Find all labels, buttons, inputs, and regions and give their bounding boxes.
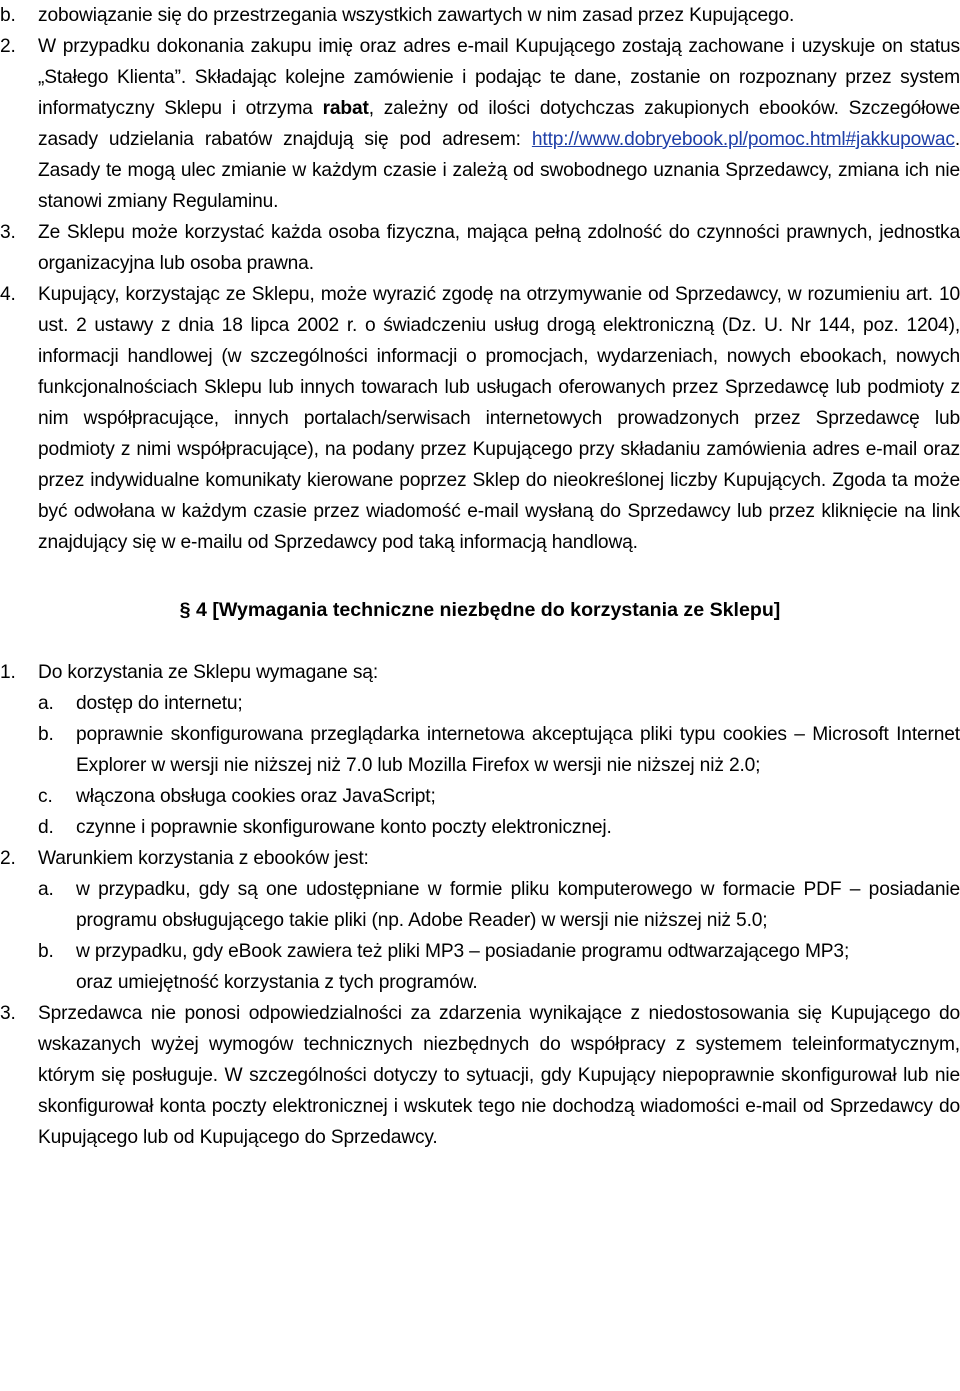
list-marker: b. (38, 724, 54, 745)
list-item-text: dostęp do internetu; (76, 693, 243, 714)
list-item-2 (0, 31, 960, 217)
section-heading: § 4 [Wymagania techniczne niezbędne do korzystania ze Sklepu] (179, 599, 781, 621)
emphasis-rabat: rabat (322, 98, 369, 119)
list-item-text: Kupujący, korzystając ze Sklepu, może wyrazić zgodę na otrzymywanie od Sprzedawcy, w rozumieniu art. 10 ust. 2 ustawy z dnia 18 lipca 2002 r. o świadczeniu usług drogą elektroniczną (Dz. U. Nr 144, poz. 1204), informacji handlowej (w szczególności informacji o promocjach, wydarzeniach, nowych ebookach, nowych funkcjonalnościach Sklepu lub innych towarach lub usługach oferowanych przez Sprzedawcę lub podmioty z nim współpracujące, innych portalach/serwisach internetowych prowadzonych przez Sprzedawcę lub podmioty z nimi współpracujące), na podany przez Kupującego przy składaniu zamówienia adres e-mail oraz przez indywidualne komunikaty kierowane poprzez Sklep do nieokreślonej liczby Kupujących. Zgoda ta może być odwołana w każdym czasie przez wiadomość e-mail wysłaną do Sprzedawcy lub przez kliknięcie na link znajdujący się w e-mailu od Sprzedawcy pod taką informacją handlową. (38, 284, 960, 553)
list-marker: d. (38, 817, 54, 838)
list-marker: 3. (0, 222, 16, 243)
list-item-text: w przypadku, gdy są one udostępniane w formie pliku komputerowego w formacie PDF – posiadanie programu obsługującego takie pliki (np. Adobe Reader) w wersji nie niższej niż 5.0; (76, 879, 960, 931)
list-item-text: Ze Sklepu może korzystać każda osoba fizyczna, mająca pełną zdolność do czynności prawnych, jednostka organizacyjna lub osoba prawna. (38, 222, 960, 274)
s4-list-item-2 (0, 843, 960, 874)
s4-list-item-3 (0, 998, 960, 1153)
list-marker: 2. (0, 848, 16, 869)
list-item-3 (0, 217, 960, 279)
s4-sub-item-1d (0, 812, 960, 843)
list-marker: b. (38, 941, 54, 962)
list-marker: 3. (0, 1003, 16, 1024)
list-item-text: czynne i poprawnie skonfigurowane konto poczty elektronicznej. (76, 817, 612, 838)
list-marker: 4. (0, 284, 16, 305)
s4-sub-item-1c (0, 781, 960, 812)
s4-sub-item-2b (0, 936, 960, 967)
list-item-text: Do korzystania ze Sklepu wymagane są: (38, 662, 378, 683)
list-marker: 1. (0, 662, 16, 683)
s4-sub-item-2a (0, 874, 960, 936)
list-item-text: Warunkiem korzystania z ebooków jest: (38, 848, 369, 869)
list-item-text: Sprzedawca nie ponosi odpowiedzialności za zdarzenia wynikające z niedostosowania się Kupującego do wskazanych wyżej wymogów technicznych niezbędnych do współpracy z systemem teleinformatycznym, którym się posługuje. W szczególności dotyczy to sytuacji, gdy Kupujący niepoprawnie skonfigurował lub nie skonfigurował konta poczty elektronicznej i wskutek tego nie dochodzą wiadomości e-mail od Sprzedawcy do Kupującego lub od Kupującego do Sprzedawcy. (38, 1003, 960, 1148)
s4-sub-item-1b (0, 719, 960, 781)
s4-item-2-tail: oraz umiejętność korzystania z tych programów. (76, 972, 478, 993)
list-item-text: poprawnie skonfigurowana przeglądarka internetowa akceptująca pliki typu cookies – Microsoft Internet Explorer w wersji nie niższej niż 7.0 lub Mozilla Firefox w wersji nie niższej niż 2.0; (76, 724, 960, 776)
list-item-4 (0, 279, 960, 558)
list-item-text: w przypadku, gdy eBook zawiera też pliki MP3 – posiadanie programu odtwarzającego MP3; (76, 941, 850, 962)
list-item-text: . Zasady te mogą ulec zmianie w każdym czasie i zależą od swobodnego uznania Sprzedawcy, zmiana ich nie stanowi zmiany Regulaminu. (38, 129, 960, 212)
list-marker: c. (38, 786, 53, 807)
list-marker: a. (38, 693, 54, 714)
list-marker: 2. (0, 36, 16, 57)
list-item-text: , zależny od ilości dotychczas zakupionych ebooków. Szczegółowe zasady udzielania rabatów znajdują się pod adresem: (38, 98, 960, 150)
list-marker: a. (38, 879, 54, 900)
list-item-text: zobowiązanie się do przestrzegania wszystkich zawartych w nim zasad przez Kupującego. (38, 5, 795, 26)
list-item-text: W przypadku dokonania zakupu imię oraz adres e-mail Kupującego zostają zachowane i uzyskuje on status „Stałego Klienta”. Składając kolejne zamówienie i podając te dane, zostanie on rozpoznany przez system informatyczny Sklepu i otrzyma (38, 36, 960, 119)
list-item-b-continued (0, 0, 960, 31)
list-marker: b. (0, 5, 16, 26)
s4-sub-item-1a (0, 688, 960, 719)
list-item-text: włączona obsługa cookies oraz JavaScript; (76, 786, 436, 807)
s4-list-item-1 (0, 657, 960, 688)
help-link[interactable]: http://www.dobryebook.pl/pomoc.html#jakkupowac (531, 129, 955, 150)
